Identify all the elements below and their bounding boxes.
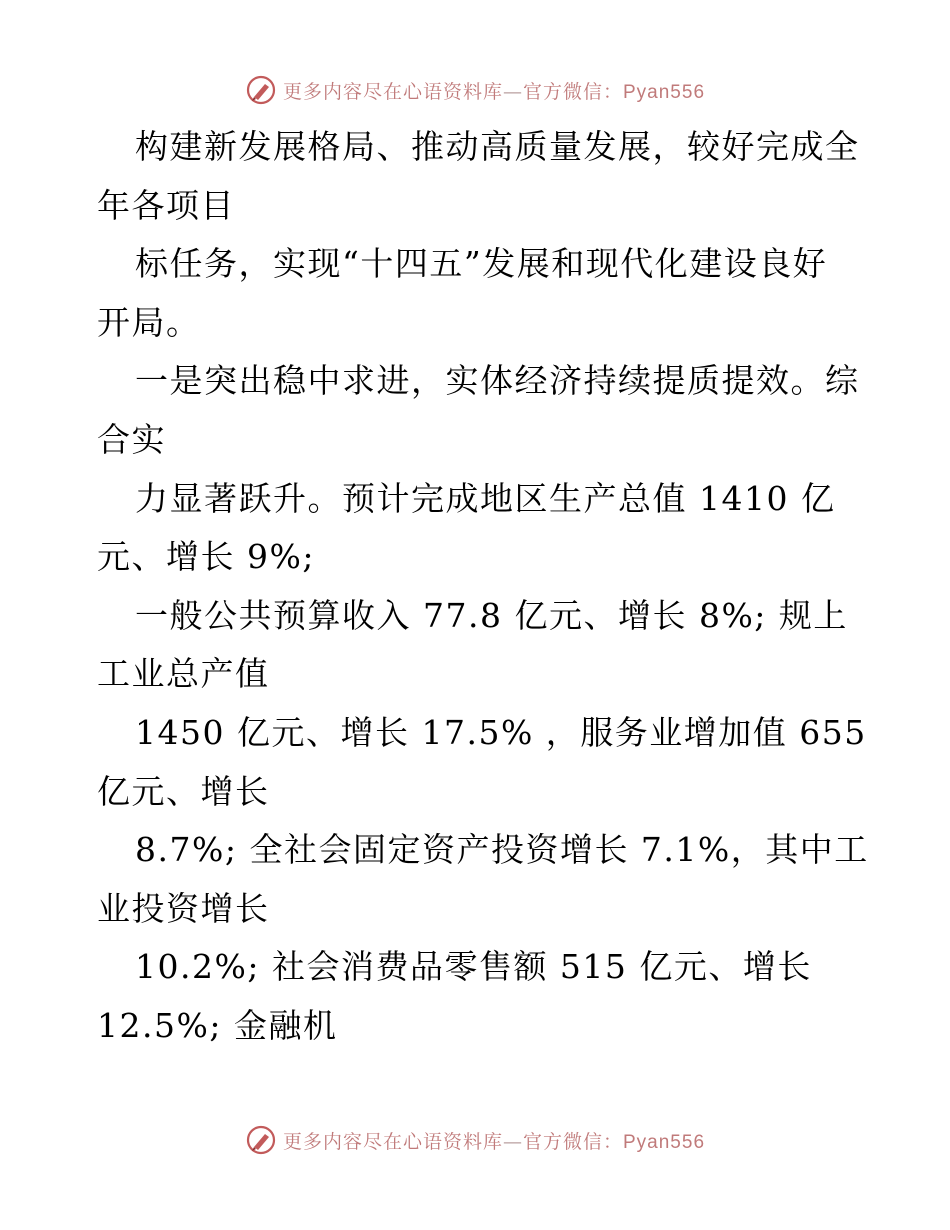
text-line: 开局。 [97, 302, 201, 342]
text-line: 10.2%; 社会消费品零售额 515 亿元、增长 [135, 947, 812, 987]
watermark-separator: — [502, 1130, 523, 1153]
text-line: 合实 [97, 419, 166, 459]
text-line: 标任务，实现“十四五”发展和现代化建设良好 [135, 244, 828, 284]
text-line: 元、增长 9%; [97, 537, 315, 577]
watermark-id: Pyan556 [623, 1131, 706, 1153]
text-line: 8.7%; 全社会固定资产投资增长 7.1%，其中工 [135, 830, 869, 870]
watermark-label: 官方微信： [522, 1130, 623, 1153]
watermark-text [283, 77, 705, 104]
text-line: 业投资增长 [97, 888, 270, 928]
watermark-text [283, 1127, 705, 1154]
text-line: 一般公共预算收入 77.8 亿元、增长 8%; 规上 [135, 595, 848, 635]
text-line: 力显著跃升。预计完成地区生产总值 1410 亿 [135, 478, 836, 518]
watermark-separator: — [502, 80, 523, 103]
header-watermark [0, 70, 950, 110]
text-line: 构建新发展格局、推动高质量发展，较好完成全 [135, 127, 860, 166]
text-line: 工业总产值 [97, 654, 270, 694]
text-line: 年各项目 [97, 185, 235, 225]
watermark-main: 更多内容尽在心语资料库 [282, 80, 503, 103]
watermark-label: 官方微信： [522, 80, 623, 103]
watermark-id: Pyan556 [623, 81, 706, 103]
watermark-main: 更多内容尽在心语资料库 [282, 1130, 503, 1153]
text-line: 亿元、增长 [97, 771, 270, 811]
text-line: 一是突出稳中求进，实体经济持续提质提效。综 [135, 361, 860, 401]
footer-watermark [0, 1120, 950, 1160]
text-line: 12.5%; 金融机 [97, 1005, 338, 1045]
pen-logo-icon [245, 1124, 277, 1156]
document-body [97, 118, 867, 1056]
text-line: 1450 亿元、增长 17.5% ，服务业增加值 655 [135, 712, 867, 752]
pen-logo-icon [245, 74, 277, 106]
